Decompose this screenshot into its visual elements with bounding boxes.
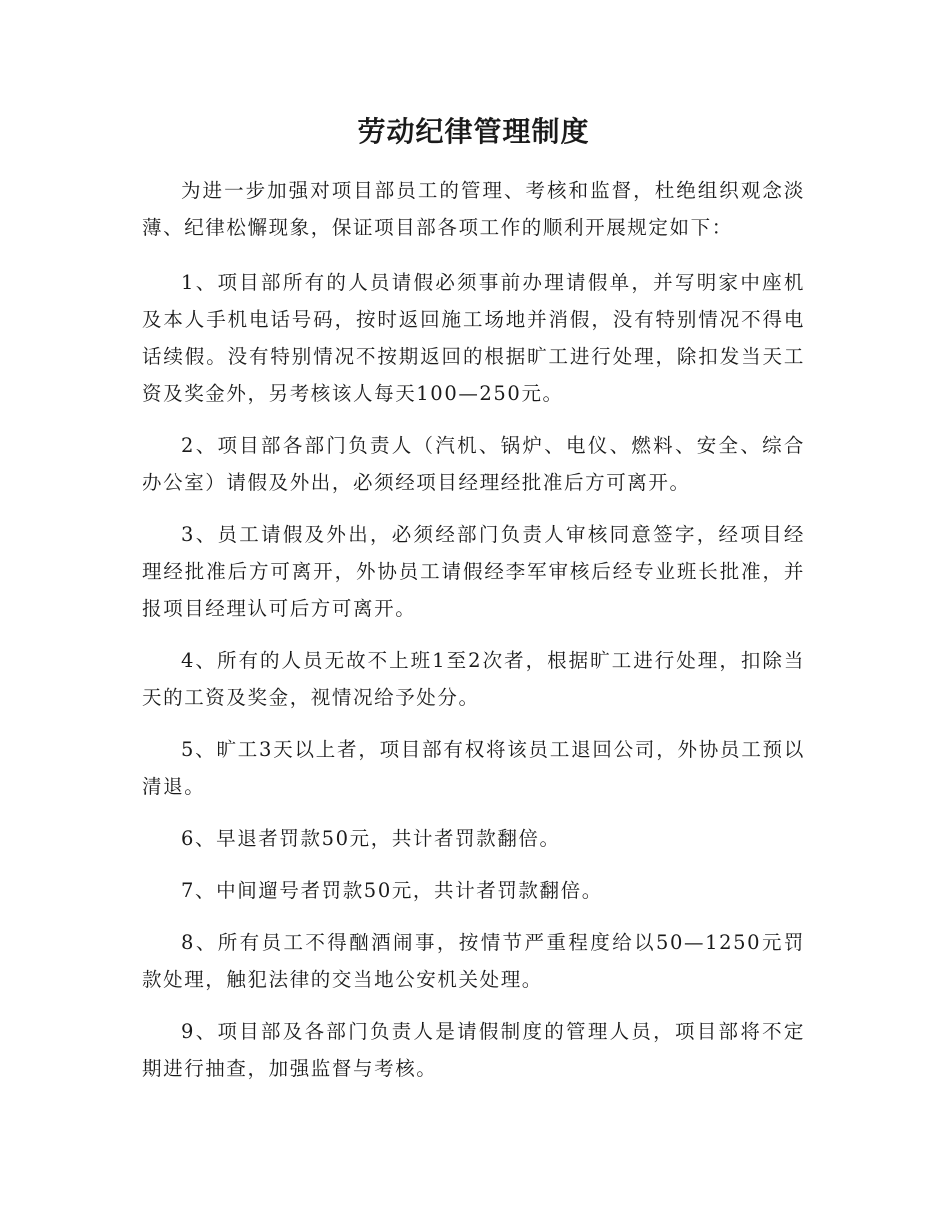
rule-paragraph-6: 6、早退者罚款50元，共计者罚款翻倍。: [181, 827, 561, 850]
rule-paragraph-7: 7、中间遛号者罚款50元，共计者罚款翻倍。: [181, 879, 603, 902]
document-title: 劳动纪律管理制度: [357, 115, 590, 148]
rule-paragraph-4: 4、所有的人员无故不上班1至2次者，根据旷工进行处理，扣除当天的工资及奖金，视情况给予处分。: [142, 649, 805, 709]
rule-paragraph-1: 1、项目部所有的人员请假必须事前办理请假单，并写明家中座机及本人手机电话号码，按时返回施工场地并消假，没有特别情况不得电话续假。没有特别情况不按期返回的根据旷工进行处理，除扣发当天工资及奖金外，另考核该人每天100—250元。: [142, 271, 805, 405]
rule-paragraph-3: 3、员工请假及外出，必须经部门负责人审核同意签字，经项目经理经批准后方可离开，外协员工请假经李军审核后经专业班长批准，并报项目经理认可后方可离开。: [142, 523, 805, 620]
intro-paragraph: 为进一步加强对项目部员工的管理、考核和监督，杜绝组织观念淡薄、纪律松懈现象，保证项目部各项工作的顺利开展规定如下：: [142, 179, 805, 239]
rule-paragraph-8: 8、所有员工不得酗酒闹事，按情节严重程度给以50—1250元罚款处理，触犯法律的交当地公安机关处理。: [142, 931, 805, 991]
rule-paragraph-9: 9、项目部及各部门负责人是请假制度的管理人员，项目部将不定期进行抽查，加强监督与考核。: [142, 1020, 805, 1080]
rule-paragraph-2: 2、项目部各部门负责人（汽机、锅炉、电仪、燃料、安全、综合办公室）请假及外出，必须经项目经理经批准后方可离开。: [142, 434, 805, 494]
rule-paragraph-5: 5、旷工3天以上者，项目部有权将该员工退回公司，外协员工预以清退。: [142, 738, 805, 798]
